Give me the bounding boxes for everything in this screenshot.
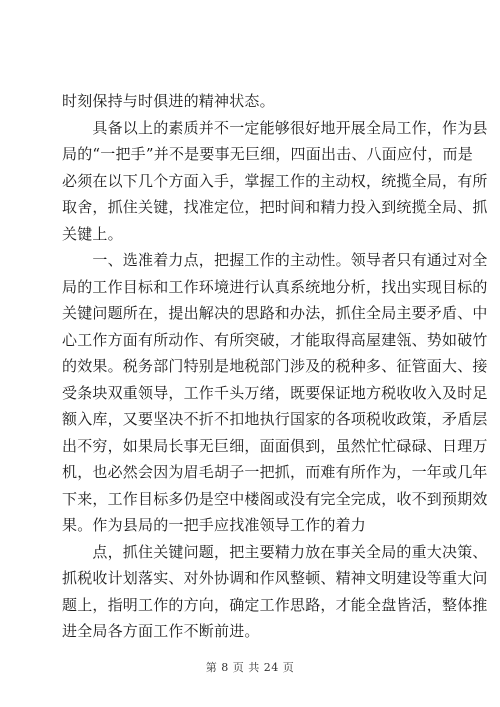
text-line: 抓税收计划落实、对外协调和作风整顿、精神文明建设等重大问 [62,569,488,587]
text-line: 进全局各方面工作不断前进。 [62,622,260,640]
text-line: 出不穷，如果局长事无巨细，面面俱到，虽然忙忙碌碌、日理万 [62,436,488,455]
text-line: 果。作为县局的一把手应找准领导工作的着力 [62,516,367,534]
text-line: 取舍，抓住关键，找准定位，把时间和精力投入到统揽全局、抓 [62,198,488,216]
text-line: 关键上。 [62,224,123,243]
text-line: 局的“一把手”并不是要事无巨细，四面出击、八面应付，而是 [62,145,473,163]
page-number-footer: 第 8 页 共 24 页 [205,661,295,674]
text-line: 下来，工作目标多仍是空中楼阁或没有完全完成，收不到预期效 [62,489,488,508]
text-line: 关键问题所在，提出解决的思路和办法，抓住全局主要矛盾、中 [62,304,488,322]
text-line: 机，也必然会因为眉毛胡子一把抓，而难有所作为，一年或几年 [62,463,488,481]
document-body [62,88,488,645]
text-line: 的效果。税务部门特别是地税部门涉及的税种多、征管面大、接 [62,357,488,375]
text-line: 点，抓住关键问题，把主要精力放在事关全局的重大决策、 [62,542,488,561]
text-line: 必须在以下几个方面入手，掌握工作的主动权，统揽全局，有所 [62,171,488,190]
text-line: 受条块双重领导，工作千头万绪，既要保证地方税收收入及时足 [62,383,488,402]
text-line: 题上，指明工作的方向，确定工作思路，才能全盘皆活，整体推 [62,595,488,614]
text-line: 一、选准着力点，把握工作的主动性。领导者只有通过对全 [62,251,488,269]
text-line: 额入库，又要坚决不折不扣地执行国家的各项税收政策，矛盾层 [62,410,488,428]
text-line: 心工作方面有所动作、有所突破，才能取得高屋建瓴、势如破竹 [62,330,488,349]
text-line: 时刻保持与时俱进的精神状态。 [62,92,275,110]
text-line: 局的工作目标和工作环境进行认真系统地分析，找出实现目标的 [62,277,488,296]
text-line: 具备以上的素质并不一定能够很好地开展全局工作，作为县 [62,118,488,137]
